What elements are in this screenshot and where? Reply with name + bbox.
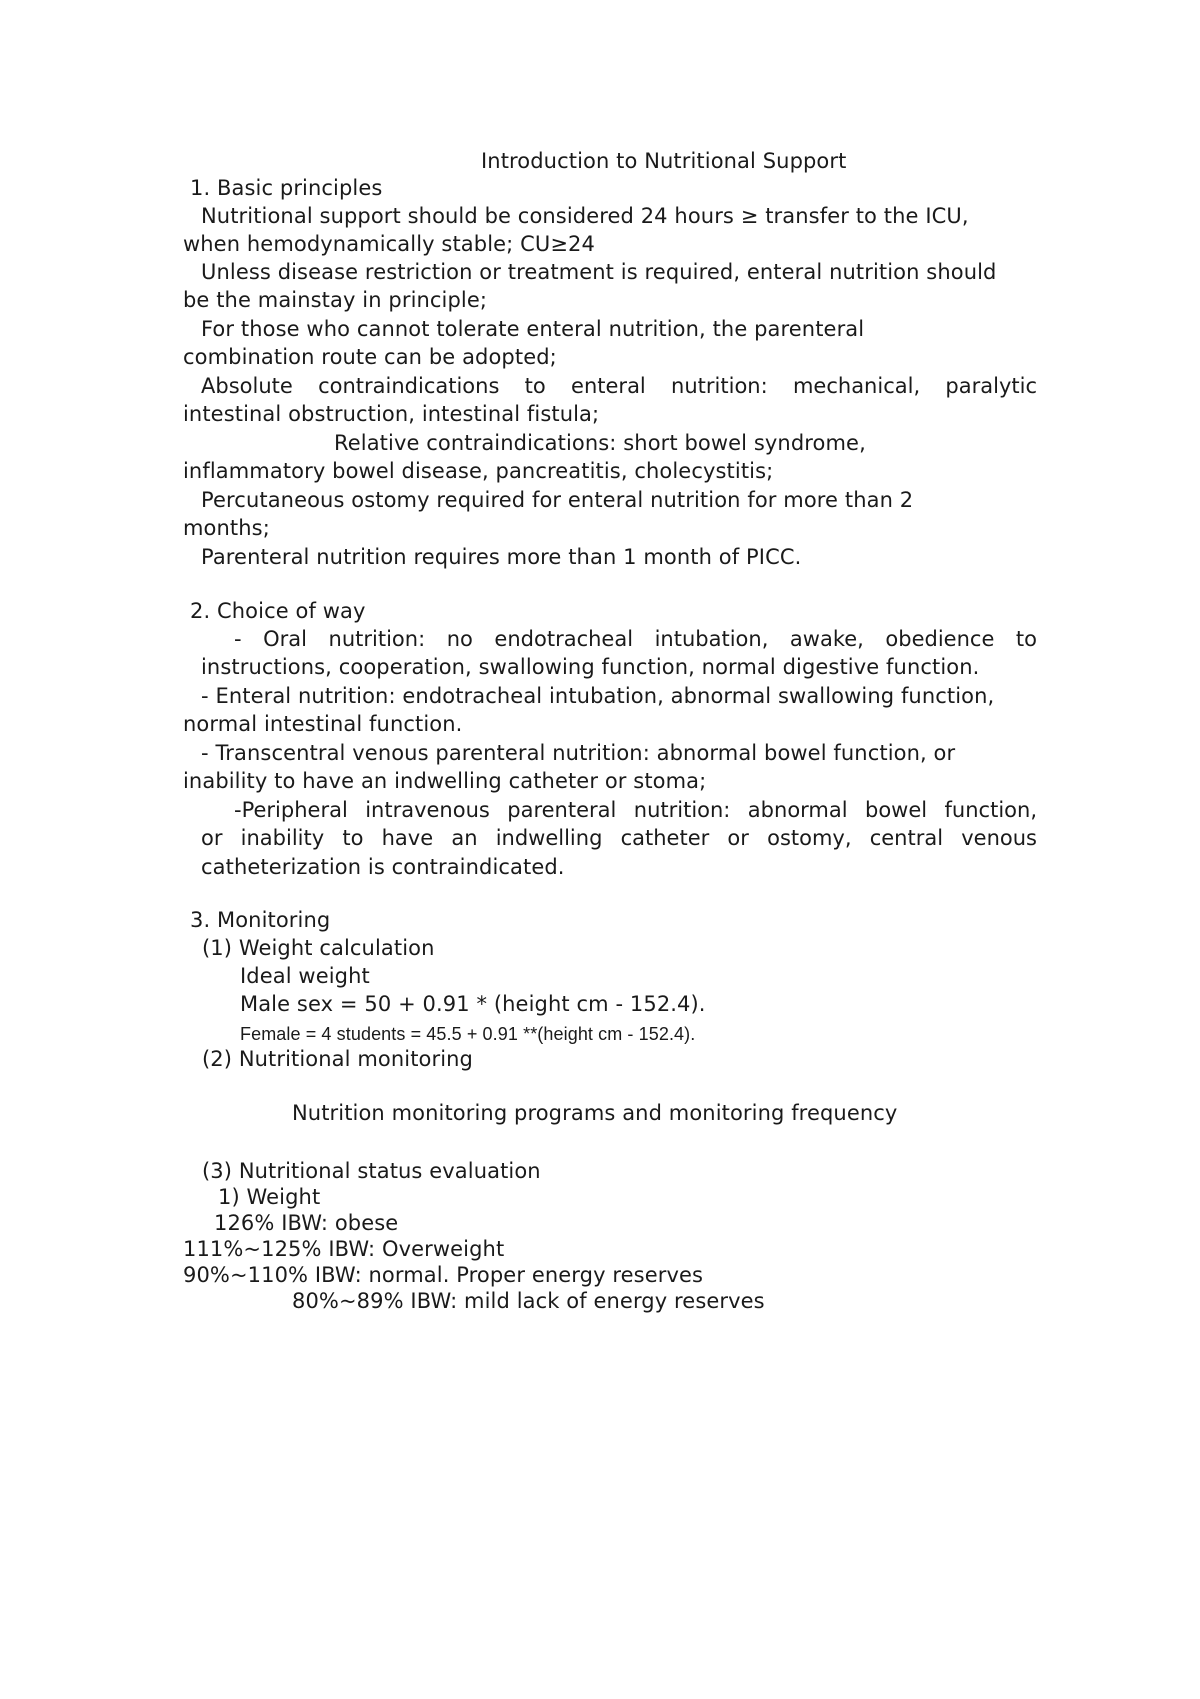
paragraph-line: catheterization is contraindicated. [201, 855, 565, 879]
paragraph-line: inability to have an indwelling catheter or stoma; [183, 769, 707, 793]
subsection-heading: (1) Weight calculation [202, 936, 435, 960]
formula-line: Male sex = 50 + 0.91 * (height cm - 152.4). [240, 992, 706, 1016]
paragraph-line: - Oral nutrition: no endotracheal intubation, awake, obedience to [234, 627, 1037, 651]
document-title: Introduction to Nutritional Support [481, 149, 847, 173]
paragraph-line: Percutaneous ostomy required for enteral nutrition for more than 2 [201, 488, 914, 512]
paragraph-line: months; [183, 516, 270, 540]
paragraph-line: - Transcentral venous parenteral nutrition: abnormal bowel function, or [201, 741, 956, 765]
paragraph-line: Ideal weight [240, 964, 370, 988]
section-heading: 2. Choice of way [190, 599, 366, 623]
formula-line: Female = 4 students = 45.5 + 0.91 **(height cm - 152.4). [240, 1024, 696, 1044]
paragraph-line: Nutritional support should be considered 24 hours ≥ transfer to the ICU, [201, 204, 969, 228]
paragraph-line: combination route can be adopted; [183, 345, 557, 369]
paragraph-line: - Enteral nutrition: endotracheal intubation, abnormal swallowing function, [201, 684, 995, 708]
paragraph-line: or inability to have an indwelling catheter or ostomy, central venous [201, 826, 1037, 850]
paragraph-line: when hemodynamically stable; CU≥24 [183, 232, 595, 256]
paragraph-line: Unless disease restriction or treatment is required, enteral nutrition should [201, 260, 997, 284]
paragraph-line: For those who cannot tolerate enteral nutrition, the parenteral [201, 317, 865, 341]
paragraph-line: 111%~125% IBW: Overweight [183, 1237, 505, 1261]
paragraph-line: -Peripheral intravenous parenteral nutrition: abnormal bowel function, [234, 798, 1037, 822]
paragraph-line: 90%~110% IBW: normal. Proper energy reserves [183, 1263, 704, 1287]
subsection-heading: (3) Nutritional status evaluation [202, 1159, 541, 1183]
paragraph-line: normal intestinal function. [183, 712, 463, 736]
paragraph-line: Relative contraindications: short bowel syndrome, [334, 431, 866, 455]
paragraph-line: Parenteral nutrition requires more than 1 month of PICC. [201, 545, 802, 569]
section-heading: 1. Basic principles [190, 176, 383, 200]
paragraph-line: Absolute contraindications to enteral nutrition: mechanical, paralytic [201, 374, 1037, 398]
paragraph-line: instructions, cooperation, swallowing function, normal digestive function. [201, 655, 980, 679]
subsection-heading: (2) Nutritional monitoring [202, 1047, 473, 1071]
paragraph-line: intestinal obstruction, intestinal fistula; [183, 402, 600, 426]
paragraph-line: be the mainstay in principle; [183, 288, 488, 312]
paragraph-line: 126% IBW: obese [214, 1211, 399, 1235]
paragraph-line: 1) Weight [218, 1185, 321, 1209]
paragraph-line: 80%~89% IBW: mild lack of energy reserves [292, 1289, 765, 1313]
paragraph-line: inflammatory bowel disease, pancreatitis, cholecystitis; [183, 459, 774, 483]
section-heading: 3. Monitoring [190, 908, 331, 932]
table-caption: Nutrition monitoring programs and monitoring frequency [292, 1101, 898, 1125]
